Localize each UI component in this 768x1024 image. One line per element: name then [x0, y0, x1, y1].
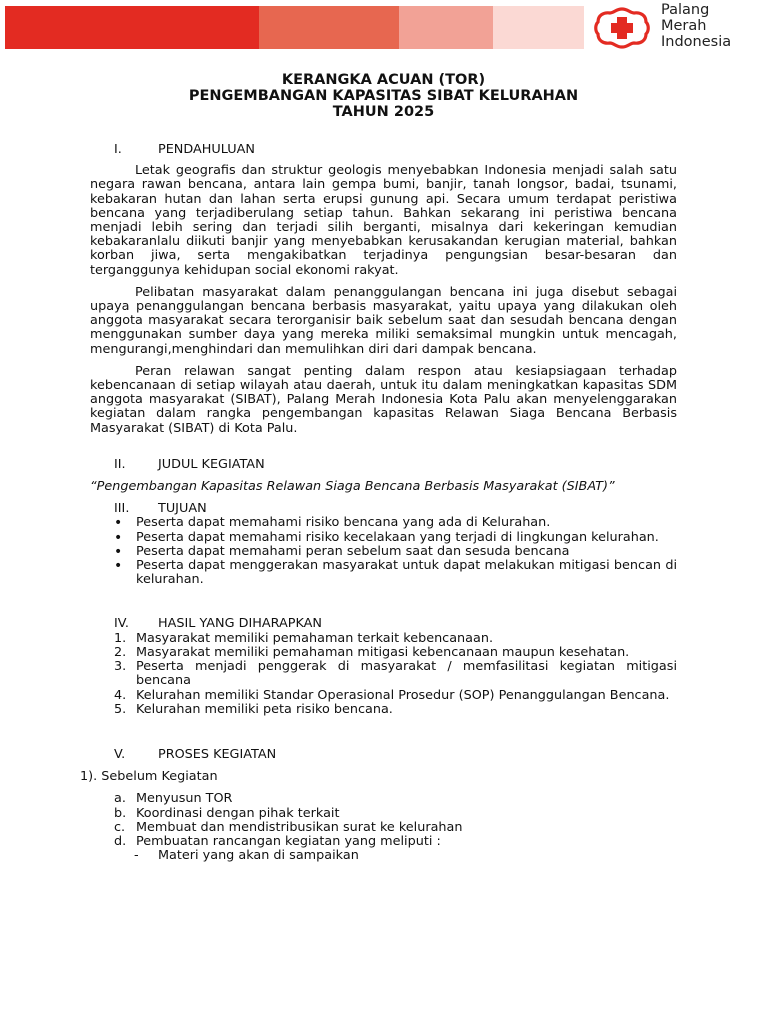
list-item: • Peserta dapat memahami risiko bencana yang ada di Kelurahan. [90, 516, 677, 530]
item-letter: d. [114, 833, 127, 849]
item-number: 2. [114, 644, 127, 660]
item-letter: a. [114, 791, 126, 807]
section-heading [90, 502, 677, 516]
dash-marker: - [134, 848, 139, 864]
title-line: PENGEMBANGAN KAPASITAS SIBAT KELURAHAN [188, 88, 579, 104]
list-item: • Peserta dapat memahami peran sebelum saat dan sesuda bencana [90, 545, 677, 559]
section-number: V. [114, 746, 126, 762]
brand-line: Merah [661, 18, 707, 34]
expected-results-list [90, 632, 677, 717]
list-item [90, 807, 677, 821]
list-item [90, 632, 677, 646]
brand-line: Indonesia [661, 34, 732, 50]
brand-line: Palang [661, 2, 710, 18]
paragraph: Peran relawan sangat penting dalam respon atau kesiapsiagaan terhadap kebencanaan di setiap wilayah atau daerah, untuk itu dalam meningkatkan kapasitas SDM anggota masyarakat (SIBAT), Palang Merah Indonesia Kota Palu akan menyelenggarakan kegiatan dalam rangka pengembangan kapasitas Relawan Siaga Bencana Berbasis Masyarakat (SIBAT) di Kota Palu. [90, 363, 677, 436]
item-text: Pembuatan rancangan kegiatan yang meliputi : [136, 833, 441, 849]
section-label: PROSES KEGIATAN [158, 746, 277, 762]
header-band-coral [259, 6, 399, 49]
list-item [90, 646, 677, 660]
objectives-list [90, 516, 677, 587]
red-cross-logo-icon [594, 6, 650, 50]
document-body [80, 72, 677, 864]
item-letter: c. [114, 819, 126, 835]
list-item: • Peserta dapat menggerakan masyarakat untuk dapat melakukan mitigasi bencan di kelurahan. [90, 559, 677, 587]
item-text: Koordinasi dengan pihak terkait [136, 805, 340, 821]
item-number: 5. [114, 701, 127, 717]
header-band-pink [399, 6, 493, 49]
paragraph: Letak geografis dan struktur geologis menyebabkan Indonesia menjadi salah satu negara rawan bencana, antara lain gempa bumi, banjir, tanah longsor, badai, tsunami, kebakaran hutan dan lahan serta erupsi gunung api. Secara umum terdapat peristiwa bencana yang terjadiberulang setiap tahun. Bahkan sekarang ini peristiwa bencana menjadi lebih sering dan terjadi silih berganti, misalnya dari kekeringan kemudian kebakaranlalu diikuti banjir yang menyebabkan kerusakandan kerugian material, bahkan korban jiwa, serta mengakibatkan terjadinya pengungsian besar-besaran dan terganggunya kehidupan social ekonomi rakyat. [90, 163, 677, 278]
section-number: IV. [114, 616, 129, 632]
document-title [90, 72, 677, 120]
item-text: Masyarakat memiliki pemahaman terkait kebencanaan. [136, 630, 494, 646]
sub-list-item [90, 849, 677, 863]
item-text: Kelurahan memiliki Standar Operasional Prosedur (SOP) Penanggulangan Bencana. [136, 687, 670, 703]
section-number: I. [114, 142, 122, 157]
title-line: TAHUN 2025 [332, 104, 435, 120]
section-number: III. [114, 501, 130, 517]
header-band-pale [493, 6, 584, 49]
list-item [90, 792, 677, 806]
subheading: 1). Sebelum Kegiatan [80, 769, 218, 785]
section-label: JUDUL KEGIATAN [158, 456, 265, 472]
section-number: II. [114, 456, 126, 472]
section-heading [90, 143, 677, 157]
item-letter: b. [114, 805, 127, 821]
item-text: Materi yang akan di sampaikan [158, 848, 359, 864]
item-text: Menyusun TOR [136, 791, 233, 807]
item-text: Kelurahan memiliki peta risiko bencana. [136, 701, 393, 717]
brand-name [661, 2, 731, 50]
list-item [90, 821, 677, 835]
item-text: Peserta menjadi penggerak di masyarakat / memfasilitasi kegiatan mitigasi bencana [136, 659, 677, 689]
list-item [90, 835, 677, 849]
title-line: KERANGKA ACUAN (TOR) [281, 72, 486, 88]
item-text: Masyarakat memiliki pemahaman mitigasi kebencanaan maupun kesehatan. [136, 644, 630, 660]
list-item [90, 689, 677, 703]
section-heading [90, 748, 677, 762]
activity-title-quote: “Pengembangan Kapasitas Relawan Siaga Bencana Berbasis Masyarakat (SIBAT)” [90, 479, 615, 495]
item-number: 4. [114, 687, 127, 703]
list-item: • Peserta dapat memahami risiko kecelakaan yang terjadi di lingkungan kelurahan. [90, 531, 677, 545]
header-band-red [5, 6, 259, 49]
process-list [90, 792, 677, 849]
list-item [90, 660, 677, 688]
section-label: HASIL YANG DIHARAPKAN [158, 616, 322, 632]
section-label: PENDAHULUAN [158, 142, 255, 157]
paragraph: Pelibatan masyarakat dalam penanggulangan bencana ini juga disebut sebagai upaya penanggulangan bencana berbasis masyarakat, yaitu upaya yang dilakukan oleh anggota masyarakat secara terorganisir baik sebelum saat dan sesudah bencana dengan menggunakan sumber daya yang mereka miliki semaksimal mungkin untuk mencagah, mengurangi,menghindari dan memulihkan diri dari dampak bencana. [90, 284, 677, 357]
item-number: 1. [114, 630, 127, 646]
section-heading [90, 617, 677, 631]
section-label: TUJUAN [158, 501, 207, 517]
item-text: Membuat dan mendistribusikan surat ke kelurahan [136, 819, 463, 835]
list-item [90, 703, 677, 717]
section-heading [90, 458, 677, 472]
item-number: 3. [114, 659, 127, 675]
